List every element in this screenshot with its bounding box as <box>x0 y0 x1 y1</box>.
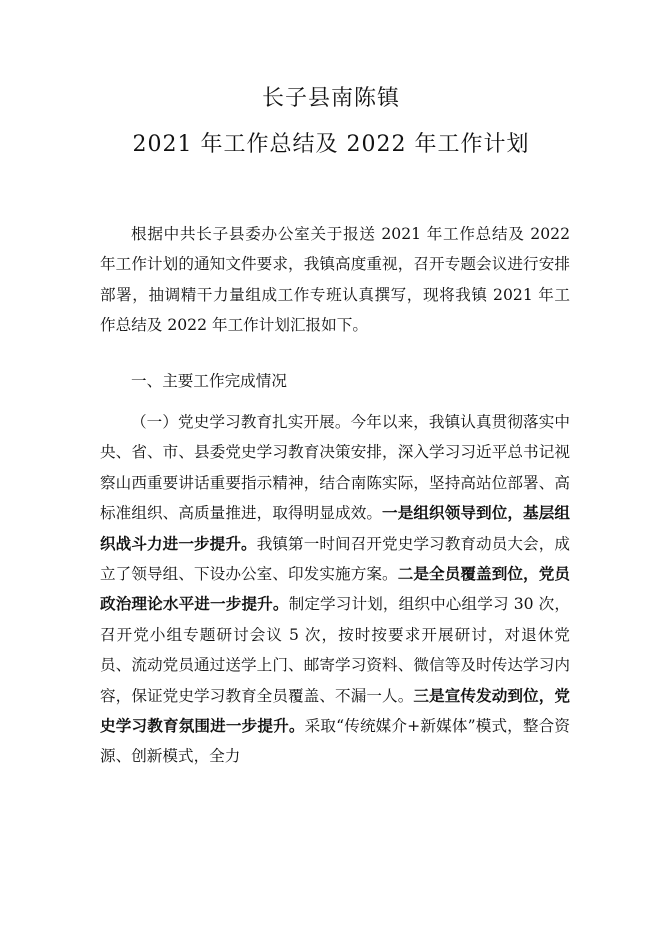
paragraph-text: 制定学习计划，组织中心组学习 30 次，召开党小组专题研讨会议 5 次，按时按要求开展研讨，对退休党员、流动党员通过送学上门、邮寄学习资料、微信等及时传达学习内容，保证党史学习教育全员覆盖、不漏一人。 <box>100 595 570 705</box>
document-title-line-2: 2021 年工作总结及 2022 年工作计划 <box>132 132 530 157</box>
bold-point-3: 三是宣传发动到位，党史学习教育氛围进一步提升。 <box>100 686 570 736</box>
subsection-lead: （一）党史学习教育扎实开展。 <box>131 413 351 431</box>
section-1-heading: 一、主要工作完成情况 <box>131 372 287 390</box>
paragraph-text: 今年以来，我镇认真贯彻落实中央、省、市、县委党史学习教育决策安排，深入学习习近平总书记视察山西重要讲话重要指示精神，结合南陈实际，坚持高站位部署、高标准组织、高质量推进，取得明显成效。 <box>100 413 570 523</box>
bold-point-1: 一是组织领导到位，基层组织战斗力进一步提升。 <box>100 504 570 553</box>
intro-paragraph: 根据中共长子县委办公室关于报送 2021 年工作总结及 2022 年工作计划的通知文件要求，我镇高度重视，召开专题会议进行安排部署，抽调精干力量组成工作专班认真撰写，现将我镇 2021 年工作总结及 2022 年工作计划汇报如下。 <box>100 225 570 335</box>
paragraph-text: 我镇第一时间召开党史学习教育动员大会，成立了领导组、下设办公室、印发实施方案。 <box>100 534 570 584</box>
document-title-line-1: 长子县南陈镇 <box>261 86 400 111</box>
bold-point-2: 二是全员覆盖到位，党员政治理论水平进一步提升。 <box>100 565 570 614</box>
section-1-1-paragraph <box>100 407 570 772</box>
paragraph-text: 采取“传统媒介+新媒体”模式，整合资源、创新模式，全力 <box>100 717 570 766</box>
